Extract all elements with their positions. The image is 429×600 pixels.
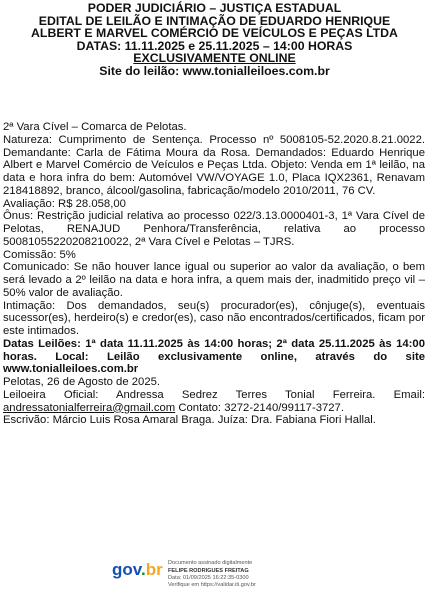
datas-leiloes: Datas Leilões: 1ª data 11.11.2025 às 14:00 horas; 2ª data 25.11.2025 às 14:00 horas. Local: Leilão exclusivamente online, através do site www.tonialleiloes.com.br: [3, 337, 425, 376]
comunicado: Comunicado: Se não houver lance igual ou superior ao valor da avaliação, o bem será levado a 2º leilão na data e hora infra, a quem mais der, inadmitido preço vil – 50% valor de avaliação.: [3, 261, 425, 299]
onus: Ônus: Restrição judicial relativa ao processo 022/3.13.0000401-3, 1ª Vara Cível de Pelotas, RENAJUD Penhora/Transferência, relativa ao processo 50081055220208210022, 2ª Vara Cível e Pelotas – TJRS.: [3, 210, 425, 248]
signature-details: [168, 560, 256, 590]
edital-body: [3, 121, 425, 427]
header-online: EXCLUSIVAMENTE ONLINE: [133, 51, 296, 66]
escrivao: Escrivão: Márcio Luis Rosa Amaral Braga. Juíza: Dra. Fabiana Fiori Hallal.: [3, 414, 376, 427]
signature-verify-link[interactable]: Verifique em https://validar.iti.gov.br: [168, 582, 256, 589]
vara: 2ª Vara Cível – Comarca de Pelotas.: [3, 121, 187, 133]
digital-signature: [112, 553, 342, 597]
natureza: Natureza: Cumprimento de Sentença. Processo nº 5008105-52.2020.8.21.0022. Demandante: Carla de Fátima Moura da Rosa. Demandados: Eduardo Henrique Albert e Marvel Comércio de Veículos e Peças Ltda. Objeto: Venda em 1ª leilão, na data e hora infra do bem: Automóvel VW/VOYAGE 1.0, Placa IQX2361, Renavam 218418892, branco, álcool/gasolina, fabricação/modelo 2010/2011, 76 CV.: [3, 133, 425, 197]
signature-date: Data: 01/09/2025 16:22:35-0300: [168, 575, 249, 581]
header-site: Site do leilão: www.tonialleiloes.com.br: [99, 63, 330, 78]
gov-br-logo: gov.br: [112, 560, 163, 579]
leiloeira: [3, 389, 425, 415]
header-title: EDITAL DE LEILÃO E INTIMAÇÃO DE EDUARDO HENRIQUE: [38, 13, 391, 28]
avaliacao: Avaliação: R$ 28.058,00: [3, 197, 126, 210]
local-data: Pelotas, 26 de Agosto de 2025.: [3, 376, 161, 388]
header-court: PODER JUDICIÁRIO – JUSTIÇA ESTADUAL: [87, 1, 342, 15]
header-title-cont: ALBERT E MARVEL COMÉRCIO DE VEÍCULOS E PEÇAS LTDA: [31, 26, 398, 41]
intimacao: Intimação: Dos demandados, seu(s) procurador(es), cônjuge(s), eventuais sucessor(es), herdeiro(s) e credor(es), caso não encontrados/certificados, ficam por este intimados.: [3, 299, 425, 337]
header-dates: DATAS: 11.11.2025 e 25.11.2025 – 14:00 HORAS: [76, 38, 353, 53]
signer-name: FELIPE RODRIGUES FREITAG: [168, 567, 249, 574]
contato: Contato: 3272-2140/99117-3727.: [178, 401, 344, 414]
document-header: [0, 0, 429, 78]
email-link[interactable]: andressatonialferreira@gmail.com: [3, 401, 176, 414]
leiloeira-text: Leiloeira Oficial: Andressa Sedrez Terres Tonial Ferreira. Email:: [3, 388, 425, 401]
signature-caption: Documento assinado digitalmente: [168, 560, 253, 567]
comissao: Comissão: 5%: [3, 248, 76, 261]
